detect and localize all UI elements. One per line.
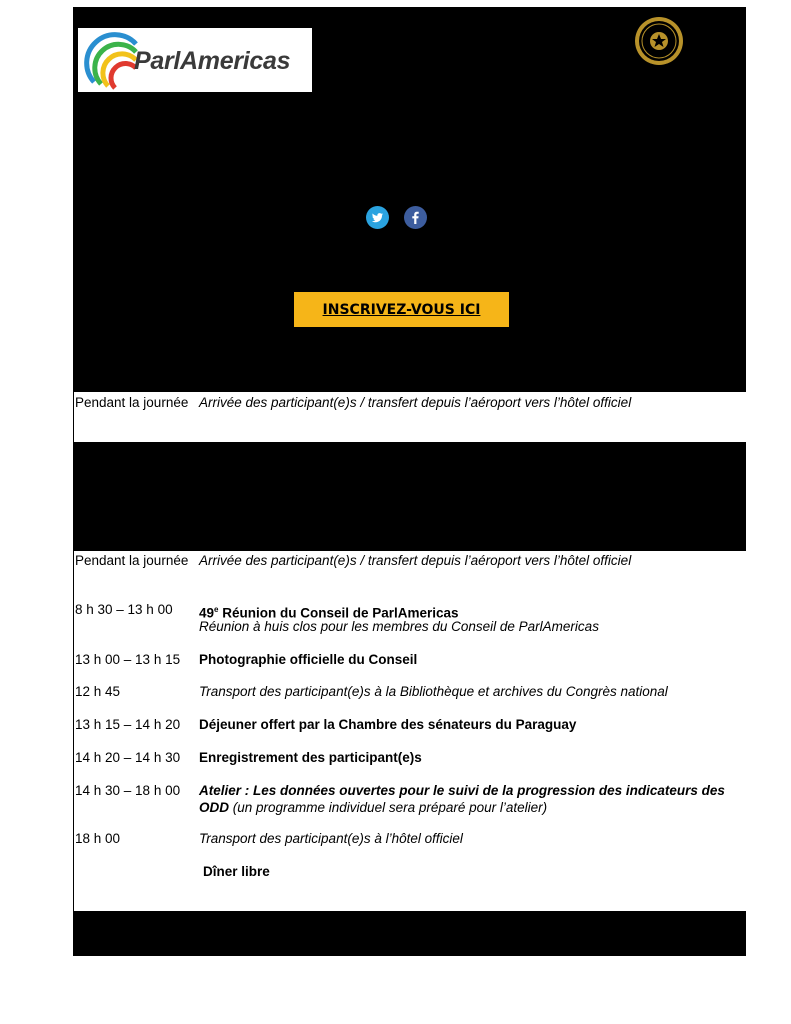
row-time: 13 h 15 – 14 h 20 [75,717,181,732]
table-border [73,392,74,442]
row-time: 18 h 00 [75,831,121,846]
row-desc: Transport des participant(e)s à l’hôtel officiel [199,831,463,846]
row-time: 8 h 30 – 13 h 00 [75,602,173,617]
row-desc: Dîner libre [203,864,270,879]
row-time: 14 h 20 – 14 h 30 [75,750,181,765]
council-meeting-title: Réunion du Conseil de ParlAmericas [218,605,459,621]
logo-text: ParlAmericas [134,47,291,75]
row-desc: Enregistrement des participant(e)s [199,750,422,765]
day1-desc: Arrivée des participant(e)s / transfert depuis l’aéroport vers l’hôtel officiel [199,395,632,410]
day-divider-banner [73,442,746,551]
register-button-label: INSCRIVEZ-VOUS ICI [322,301,481,318]
row-desc [199,782,739,816]
row-time: 13 h 00 – 13 h 15 [75,652,181,667]
footer-banner [73,911,746,956]
parlamericas-logo [78,28,312,92]
row-desc: Photographie officielle du Conseil [199,652,418,667]
row-subtitle: Réunion à huis clos pour les membres du Conseil de ParlAmericas [199,619,599,634]
row-time: 14 h 30 – 18 h 00 [75,783,181,798]
row-time: 12 h 45 [75,684,121,699]
ordinal-suffix: e [214,605,219,614]
facebook-icon[interactable] [404,206,427,229]
table-border [73,551,74,911]
register-button[interactable] [294,292,509,327]
council-meeting-number: 49 [199,605,215,621]
row-desc: Arrivée des participant(e)s / transfert depuis l’aéroport vers l’hôtel officiel [199,553,632,568]
row-desc: Déjeuner offert par la Chambre des sénateurs du Paraguay [199,717,577,732]
workshop-title: Atelier : Les données ouvertes pour le suivi de la progression des indicateurs des ODD [199,783,725,815]
row-desc: Transport des participant(e)s à la Bibliothèque et archives du Congrès national [199,684,668,699]
day1-time: Pendant la journée [75,395,189,410]
workshop-note: (un programme individuel sera préparé pour l’atelier) [229,800,548,815]
senate-seal-icon [634,16,684,66]
twitter-icon[interactable] [366,206,389,229]
row-time: Pendant la journée [75,553,189,568]
